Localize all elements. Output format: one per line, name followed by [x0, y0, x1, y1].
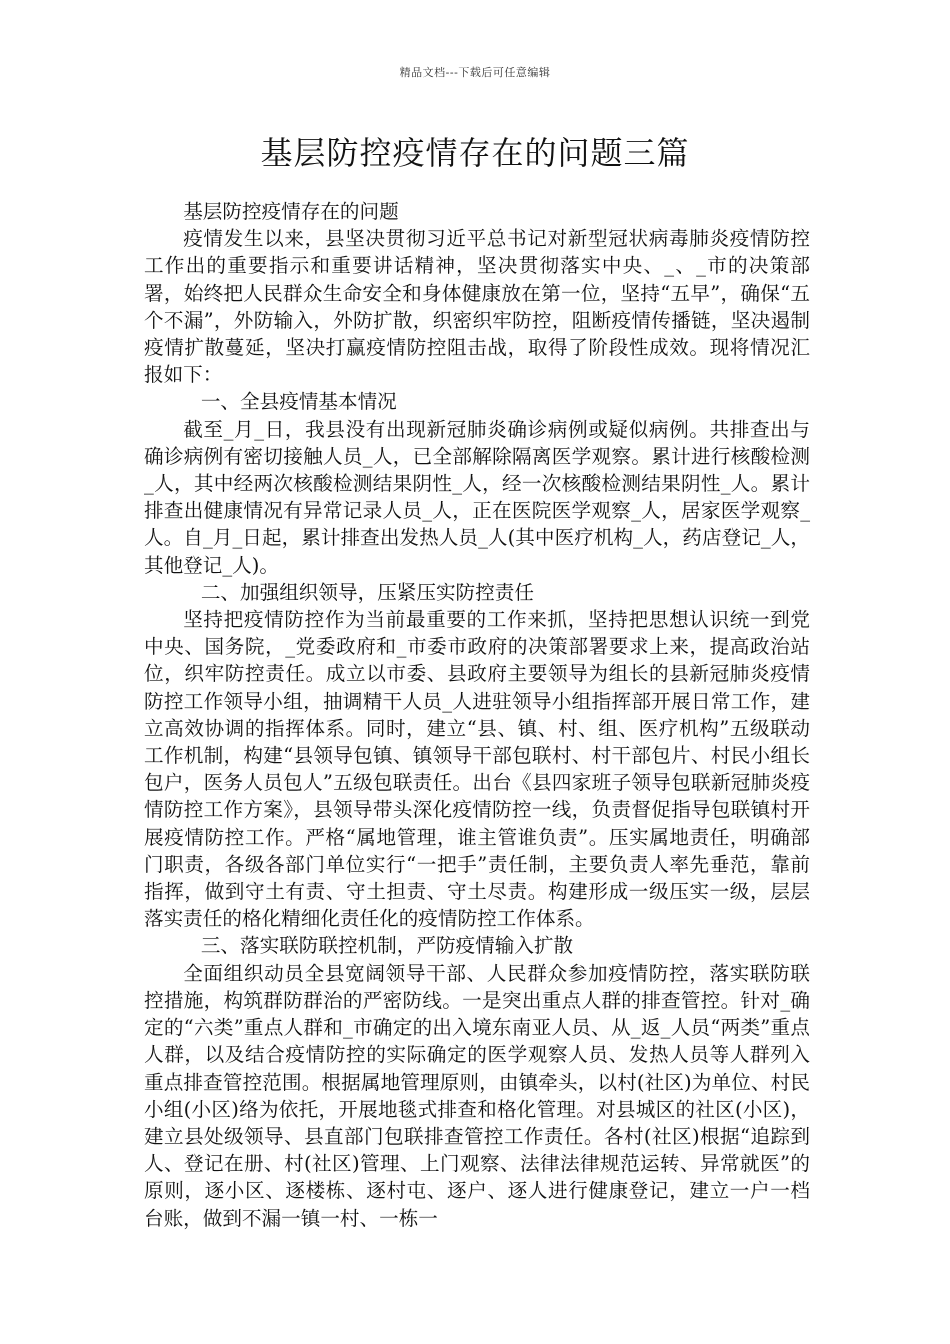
section-2-paragraph: 坚持把疫情防控作为当前最重要的工作来抓，坚持把思想认识统一到党中央、国务院，_党委政府和_市委市政府的决策部署要求上来，提高政治站位，织牢防控责任。成立以市委、县政府主要领导为组长的县新冠肺炎疫情防控工作领导小组，抽调精干人员_人进驻领导小组指挥部开展日常工作，建立高效协调的指挥体系。同时，建立“县、镇、村、组、医疗机构”五级联动工作机制，构建“县领导包镇、镇领导干部包联村、村干部包片、村民小组长包户，医务人员包人”五级包联责任。出台《县四家班子领导包联新冠肺炎疫情防控工作方案》，县领导带头深化疫情防控一线，负责督促指导包联镇村开展疫情防控工作。严格“属地管理，谁主管谁负责”。压实属地责任，明确部门职责，各级各部门单位实行“一把手”责任制，主要负责人率先垂范，靠前指挥，做到守土有责、守土担责、守土尽责。构建形成一级压实一级，层层落实责任的格化精细化责任化的疫情防控工作体系。 — [144, 608, 810, 931]
intro-paragraph: 疫情发生以来，县坚决贯彻习近平总书记对新型冠状病毒肺炎疫情防控工作出的重要指示和重要讲话精神，坚决贯彻落实中央、_、_市的决策部署，始终把人民群众生命安全和身体健康放在第一位，坚持“五早”，确保“五个不漏”，外防输入，外防扩散，织密织牢防控，阻断疫情传播链，坚决遏制疫情扩散蔓延，坚决打赢疫情防控阻击战，取得了阶段性成效。现将情况汇报如下： — [144, 227, 810, 387]
section-1-paragraph: 截至_月_日，我县没有出现新冠肺炎确诊病例或疑似病例。共排查出与确诊病例有密切接触人员_人，已全部解除隔离医学观察。累计进行核酸检测_人，其中经两次核酸检测结果阴性_人，经一次核酸检测结果阴性_人。累计排查出健康情况有异常记录人员_人，正在医院医学观察_人，居家医学观察_人。自_月_日起，累计排查出发热人员_人(其中医疗机构_人，药店登记_人，其他登记_人)。 — [144, 417, 810, 577]
document-body — [144, 198, 810, 1232]
section-heading-3: 三、落实联防联控机制，严防疫情输入扩散 — [200, 934, 574, 958]
page-header-note: 精品文档---下载后可任意编辑 — [399, 66, 551, 79]
section-heading-1: 一、全县疫情基本情况 — [200, 390, 397, 414]
section-3-paragraph: 全面组织动员全县宽阔领导干部、人民群众参加疫情防控，落实联防联控措施，构筑群防群治的严密防线。一是突出重点人群的排查管控。针对_确定的“六类”重点人群和_市确定的出入境东南亚人员、从_返_人员“两类”重点人群，以及结合疫情防控的实际确定的医学观察人员、发热人员等人群列入重点排查管控范围。根据属地管理原则，由镇牵头，以村(社区)为单位、村民小组(小区)络为依托，开展地毯式排查和格化管理。对县城区的社区(小区)，建立县处级领导、县直部门包联排查管控工作责任。各村(社区)根据“追踪到人、登记在册、村(社区)管理、上门观察、法律法律规范运转、异常就医”的原则，逐小区、逐楼栋、逐村屯、逐户、逐人进行健康登记，建立一户一档台账，做到不漏一镇一村、一栋一 — [144, 961, 810, 1230]
body-subtitle: 基层防控疫情存在的问题 — [183, 200, 399, 223]
section-heading-2: 二、加强组织领导，压紧压实防控责任 — [200, 580, 534, 604]
document-title: 基层防控疫情存在的问题三篇 — [260, 134, 690, 172]
